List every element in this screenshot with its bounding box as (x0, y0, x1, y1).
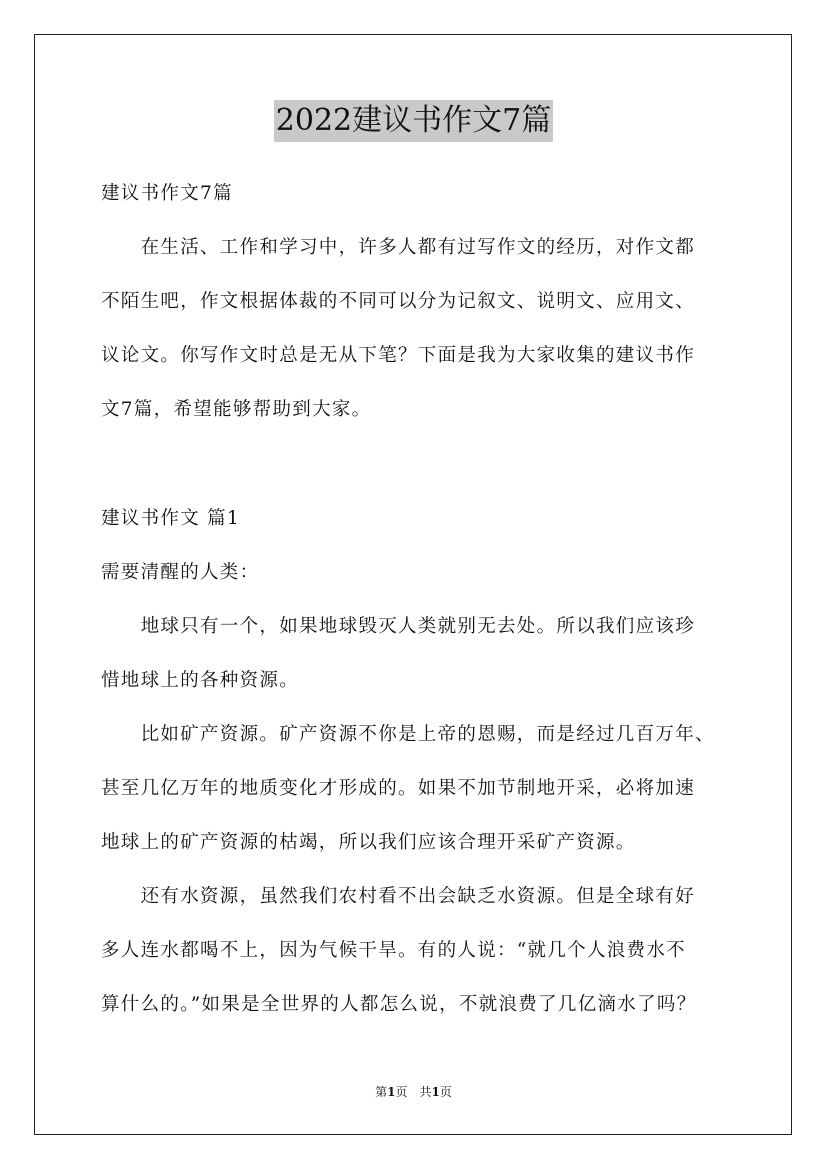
title-container (0, 100, 827, 142)
paragraph-line: 议论文。你写作文时总是无从下笔？下面是我为大家收集的建议书作 (101, 345, 696, 366)
document-title: 2022建议书作文7篇 (274, 100, 553, 142)
paragraph-line: 算什么的。”如果是全世界的人都怎么说，不就浪费了几亿滴水了吗？ (101, 994, 697, 1015)
paragraph-line: 在生活、工作和学习中，许多人都有过写作文的经历，对作文都 (101, 237, 696, 258)
page-footer (0, 1084, 827, 1100)
salutation: 需要清醒的人类： (101, 562, 260, 583)
current-page-number: 1 (387, 1085, 396, 1099)
footer-label: 页 共 (395, 1085, 432, 1099)
paragraph-line: 惜地球上的各种资源。 (101, 670, 300, 691)
paragraph-line: 地球上的矿产资源的枯竭，所以我们应该合理开采矿产资源。 (101, 832, 636, 853)
footer-label: 页 (439, 1085, 452, 1099)
total-pages-number: 1 (431, 1085, 440, 1099)
paragraph-line: 多人连水都喝不上，因为气候干旱。有的人说：“就几个人浪费水不 (101, 940, 686, 961)
intro-heading: 建议书作文7篇 (101, 183, 233, 204)
paragraph-line: 甚至几亿万年的地质变化才形成的。如果不加节制地开采，必将加速 (101, 778, 696, 799)
paragraph-line: 比如矿产资源。矿产资源不你是上帝的恩赐，而是经过几百万年、 (101, 724, 715, 745)
paragraph-line: 文7篇，希望能够帮助到大家。 (101, 399, 372, 420)
footer-label: 第 (375, 1085, 388, 1099)
paragraph-line: 地球只有一个，如果地球毁灭人类就别无去处。所以我们应该珍 (101, 616, 696, 637)
section-heading: 建议书作文 篇1 (101, 508, 241, 529)
paragraph-line: 不陌生吧，作文根据体裁的不同可以分为记叙文、说明文、应用文、 (101, 291, 696, 312)
paragraph-line: 还有水资源，虽然我们农村看不出会缺乏水资源。但是全球有好 (101, 886, 696, 907)
